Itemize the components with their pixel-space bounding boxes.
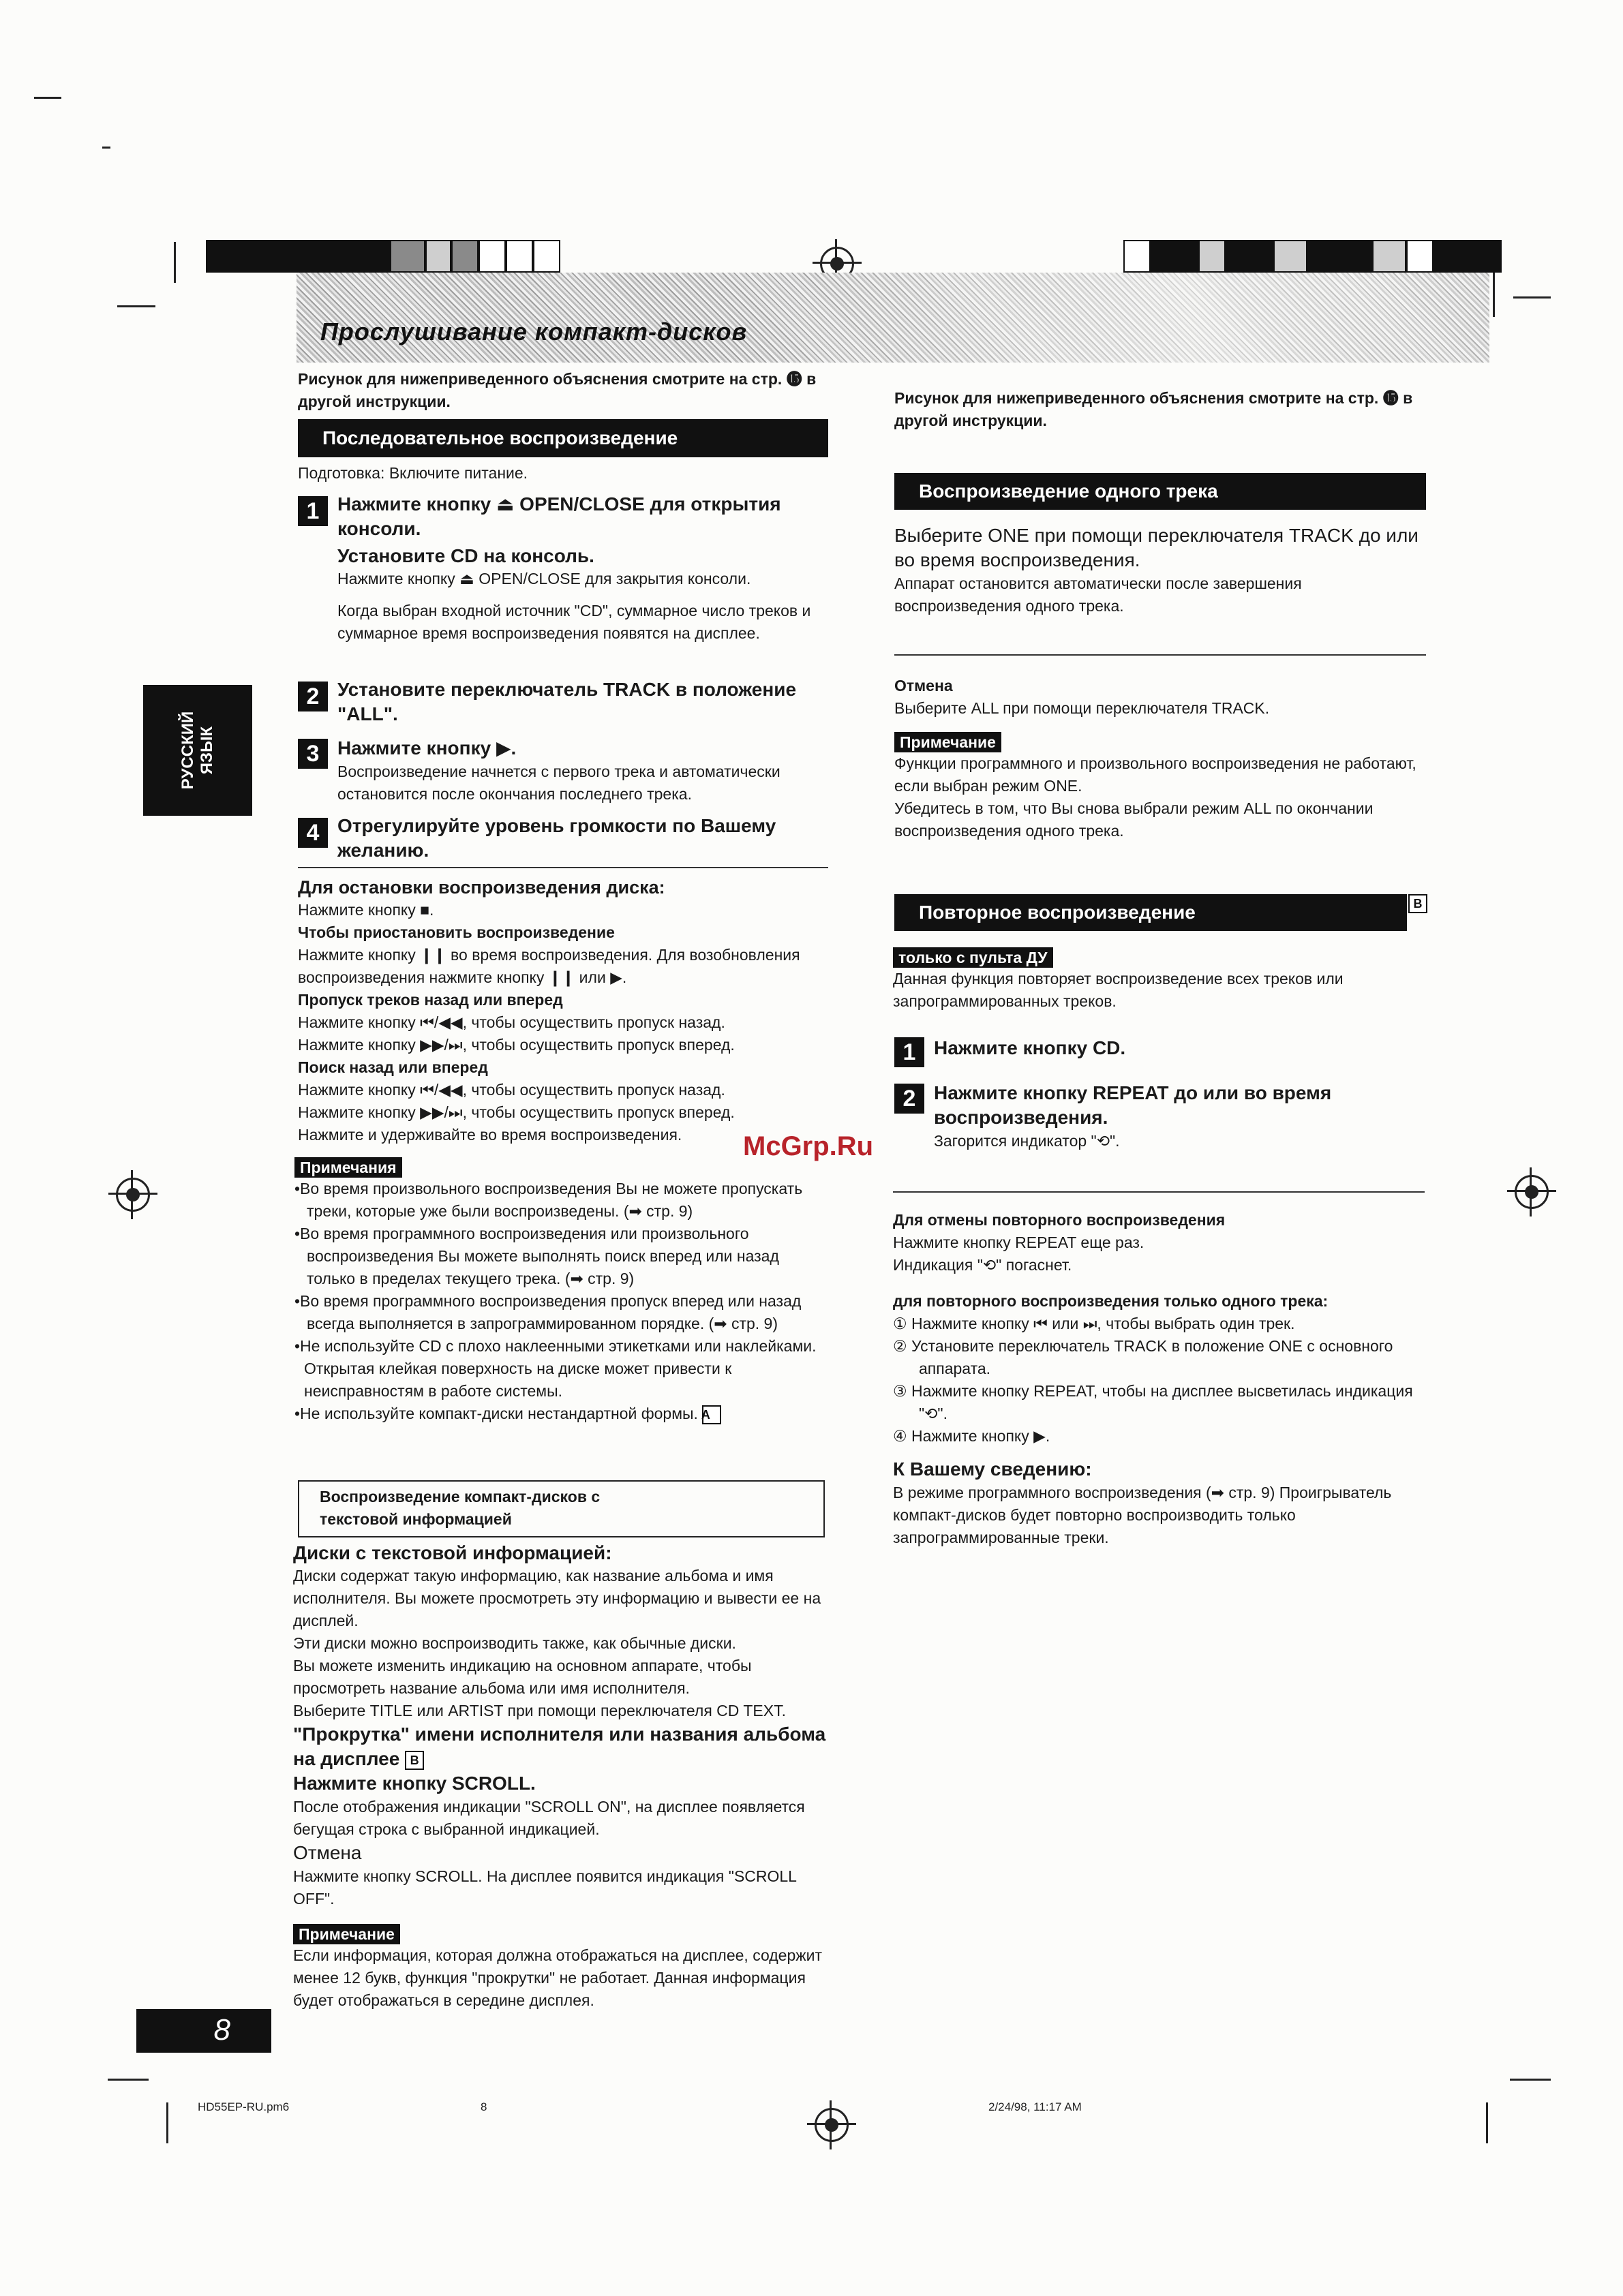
note-tag: Примечание bbox=[293, 1924, 400, 1944]
note-item: •Во время произвольного воспроизведения Вы не можете пропускать треки, которые уже были воспроизведены. (➡ стр. 9) bbox=[294, 1180, 803, 1220]
text-info-box-title: Воспроизведение компакт-дисков с текстовой информацией bbox=[320, 1488, 601, 1528]
crop-mark bbox=[34, 97, 61, 99]
note-item: •Во время программного воспроизведения пропуск вперед или назад всегда выполняется в запрограммированном порядке. (➡ стр. 9) bbox=[294, 1292, 802, 1332]
one-repeat-heading: для повторного воспроизведения только одного трека: bbox=[893, 1292, 1329, 1310]
crop-mark bbox=[108, 2079, 149, 2081]
cd-text-p3: Вы можете изменить индикацию на основном аппарате, чтобы просмотреть название альбома или имя исполнителя. bbox=[293, 1657, 752, 1697]
step-1-sub: Установите CD на консоль. bbox=[337, 545, 594, 566]
note-tag: Примечание bbox=[894, 732, 1001, 752]
registration-mark-icon bbox=[116, 1178, 150, 1212]
note-text: Убедитесь в том, что Вы снова выбрали режим ALL по окончании воспроизведения одного трека. bbox=[894, 799, 1374, 840]
scroll-heading: "Прокрутка" имени исполнителя или названия альбома на дисплее B bbox=[293, 1724, 826, 1769]
step-4-title: Отрегулируйте уровень громкости по Вашему желанию. bbox=[337, 815, 776, 861]
crop-mark bbox=[1486, 2102, 1488, 2143]
step-1-title: Нажмите кнопку ⏏ OPEN/CLOSE для открытия консоли. bbox=[337, 493, 781, 539]
info-heading: К Вашему сведению: bbox=[893, 1458, 1092, 1480]
stop-heading: Для остановки воспроизведения диска: bbox=[298, 877, 665, 898]
one-track-heading: Выберите ONE при помощи переключателя TRACK до или во время воспроизведения. bbox=[894, 525, 1419, 570]
step-number: 2 bbox=[298, 682, 328, 711]
cancel-text: Выберите ALL при помощи переключателя TRACK. bbox=[894, 699, 1270, 717]
repeat-block bbox=[893, 947, 1426, 1013]
step-3-text: Воспроизведение начнется с первого трека и автоматически остановится после окончания последнего трека. bbox=[337, 763, 780, 803]
section-header-sequential: Последовательное воспроизведение bbox=[298, 419, 828, 457]
cancel-heading: Отмена bbox=[293, 1842, 362, 1863]
cd-text-block bbox=[293, 1542, 828, 2012]
step-number: 3 bbox=[298, 739, 328, 769]
note-item: •Не используйте компакт-диски нестандартной формы. A bbox=[294, 1403, 828, 1425]
page-number-box bbox=[136, 2009, 271, 2053]
note-text: Если информация, которая должна отображаться на дисплее, содержит менее 12 букв, функция "прокрутки" не работает. Данная информация будет отображаться в середине дисплея. bbox=[293, 1946, 823, 2009]
step-number: 1 bbox=[894, 1037, 924, 1067]
cd-text-heading: Диски с текстовой информацией: bbox=[293, 1542, 612, 1563]
cd-text-p4: Выберите TITLE или ARTIST при помощи переключателя CD TEXT. bbox=[293, 1702, 786, 1719]
repeat-step-1: Нажмите кнопку CD. bbox=[934, 1037, 1126, 1058]
language-tab: РУССКИЙ ЯЗЫК bbox=[143, 685, 252, 816]
note-text: Функции программного и произвольного воспроизведения не работают, если выбран режим ONE. bbox=[894, 754, 1416, 795]
one-track-block bbox=[894, 523, 1426, 617]
footer-file: HD55EP-RU.pm6 bbox=[198, 2100, 290, 2113]
watermark: McGrp.Ru bbox=[743, 1131, 874, 1161]
crop-mark bbox=[1510, 2079, 1551, 2081]
color-bar-right bbox=[1123, 240, 1502, 273]
cd-text-p2: Эти диски можно воспроизводить также, как обычные диски. bbox=[293, 1634, 736, 1652]
search-heading: Поиск назад или вперед bbox=[298, 1058, 488, 1076]
one-repeat-step: ① Нажмите кнопку ⏮ или ⏭, чтобы выбрать один трек. bbox=[893, 1315, 1295, 1332]
right-intro: Рисунок для нижеприведенного объяснения смотрите на стр. ⓯ в другой инструкции. bbox=[894, 389, 1413, 429]
crop-mark bbox=[1513, 296, 1551, 299]
remote-only-tag: только с пульта ДУ bbox=[893, 947, 1053, 968]
step-2-title: Установите переключатель TRACK в положение "ALL". bbox=[337, 679, 797, 724]
skip-text: Нажмите кнопку ▶▶/⏭, чтобы осуществить пропуск вперед. bbox=[298, 1036, 735, 1054]
crop-mark bbox=[166, 2102, 168, 2143]
cd-text-p1: Диски содержат такую информацию, как название альбома и имя исполнителя. Вы можете просмотреть эту информацию и вывести ее на дисплей. bbox=[293, 1567, 821, 1629]
step-1-text2: Когда выбран входной источник "CD", суммарное число треков и суммарное время воспроизведения появятся на дисплее. bbox=[337, 602, 811, 642]
scroll-text: После отображения индикации "SCROLL ON", на дисплее появляется бегущая строка с выбранной индикацией. bbox=[293, 1798, 805, 1838]
footer-date: 2/24/98, 11:17 AM bbox=[988, 2100, 1082, 2113]
figure-badge: B bbox=[1408, 894, 1427, 913]
crop-mark bbox=[117, 305, 155, 307]
divider bbox=[894, 654, 1426, 656]
operations-block bbox=[298, 876, 828, 1146]
note-item: •Во время программного воспроизведения или произвольного воспроизведения Вы можете выполнять поиск вперед или назад только в пределах текущего трека. (➡ стр. 9) bbox=[294, 1225, 779, 1287]
repeat-cancel-heading: Для отмены повторного воспроизведения bbox=[893, 1211, 1226, 1229]
info-text: В режиме программного воспроизведения (➡ стр. 9) Проигрыватель компакт-дисков будет повторно воспроизводить только запрограммированные треки. bbox=[893, 1484, 1392, 1546]
color-bar-left bbox=[206, 240, 560, 273]
one-track-cancel bbox=[894, 675, 1426, 842]
note-item: Открытая клейкая поверхность на диске может привести к неисправностям в работе системы. bbox=[304, 1360, 732, 1400]
pause-heading: Чтобы приостановить воспроизведение bbox=[298, 923, 615, 941]
one-track-text: Аппарат остановится автоматически после завершения воспроизведения одного трека. bbox=[894, 575, 1302, 615]
text-info-box bbox=[298, 1480, 825, 1537]
search-text: Нажмите кнопку ▶▶/⏭, чтобы осуществить пропуск вперед. bbox=[298, 1103, 735, 1121]
skip-text: Нажмите кнопку ⏮/◀◀, чтобы осуществить пропуск назад. bbox=[298, 1013, 725, 1031]
one-repeat-step: ③ Нажмите кнопку REPEAT, чтобы на дисплее высветилась индикация "⟲". bbox=[893, 1382, 1413, 1422]
cancel-heading: Отмена bbox=[894, 677, 953, 694]
crop-mark bbox=[1493, 269, 1495, 317]
divider bbox=[893, 1191, 1425, 1193]
notes-block bbox=[294, 1157, 828, 1425]
page-title: Прослушивание компакт-дисков bbox=[320, 318, 748, 346]
figure-badge: B bbox=[405, 1751, 424, 1770]
left-intro: Рисунок для нижеприведенного объяснения смотрите на стр. ⓯ в другой инструкции. bbox=[298, 370, 817, 410]
repeat-cancel-text: Нажмите кнопку REPEAT еще раз. bbox=[893, 1234, 1144, 1251]
step-1-text: Нажмите кнопку ⏏ OPEN/CLOSE для закрытия консоли. bbox=[337, 570, 751, 587]
repeat-step-2-text: Загорится индикатор "⟲". bbox=[934, 1132, 1120, 1150]
one-repeat-step: ② Установите переключатель TRACK в положение ONE с основного аппарата. bbox=[893, 1337, 1393, 1377]
crop-mark bbox=[102, 147, 110, 149]
note-item: •Не используйте CD с плохо наклеенными этикетками или наклейками. bbox=[294, 1337, 817, 1355]
repeat-cancel-block bbox=[893, 1209, 1426, 1549]
section-header-one-track: Воспроизведение одного трека bbox=[894, 473, 1426, 510]
skip-heading: Пропуск треков назад или вперед bbox=[298, 991, 563, 1009]
preparation-text: Подготовка: Включите питание. bbox=[298, 464, 528, 482]
search-text: Нажмите кнопку ⏮/◀◀, чтобы осуществить пропуск назад. bbox=[298, 1081, 725, 1099]
page-number: 8 bbox=[213, 2013, 230, 2047]
section-header-repeat: Повторное воспроизведение bbox=[894, 894, 1407, 931]
repeat-text: Данная функция повторяет воспроизведение всех треков или запрограммированных треков. bbox=[893, 970, 1344, 1010]
footer-page: 8 bbox=[481, 2100, 487, 2113]
repeat-step-2: Нажмите кнопку REPEAT до или во время воспроизведения. bbox=[934, 1082, 1332, 1128]
figure-badge: A bbox=[702, 1405, 721, 1424]
search-text: Нажмите и удерживайте во время воспроизведения. bbox=[298, 1126, 682, 1144]
step-3-title: Нажмите кнопку ▶. bbox=[337, 737, 517, 759]
registration-mark-icon bbox=[1515, 1175, 1549, 1209]
scroll-button-text: Нажмите кнопку SCROLL. bbox=[293, 1773, 536, 1794]
step-number: 2 bbox=[894, 1084, 924, 1114]
repeat-cancel-text: Индикация "⟲" погаснет. bbox=[893, 1256, 1072, 1274]
notes-tag: Примечания bbox=[294, 1157, 402, 1178]
pause-text: Нажмите кнопку ❙❙ во время воспроизведения. Для возобновления воспроизведения нажмите кнопку ❙❙ или ▶. bbox=[298, 946, 800, 986]
stop-text: Нажмите кнопку ■. bbox=[298, 901, 434, 919]
cancel-text: Нажмите кнопку SCROLL. На дисплее появится индикация "SCROLL OFF". bbox=[293, 1867, 797, 1908]
step-number: 4 bbox=[298, 818, 328, 848]
registration-mark-icon bbox=[815, 2108, 849, 2142]
divider bbox=[298, 867, 828, 868]
one-repeat-step: ④ Нажмите кнопку ▶. bbox=[893, 1427, 1050, 1445]
crop-mark bbox=[174, 242, 176, 283]
step-number: 1 bbox=[298, 496, 328, 526]
